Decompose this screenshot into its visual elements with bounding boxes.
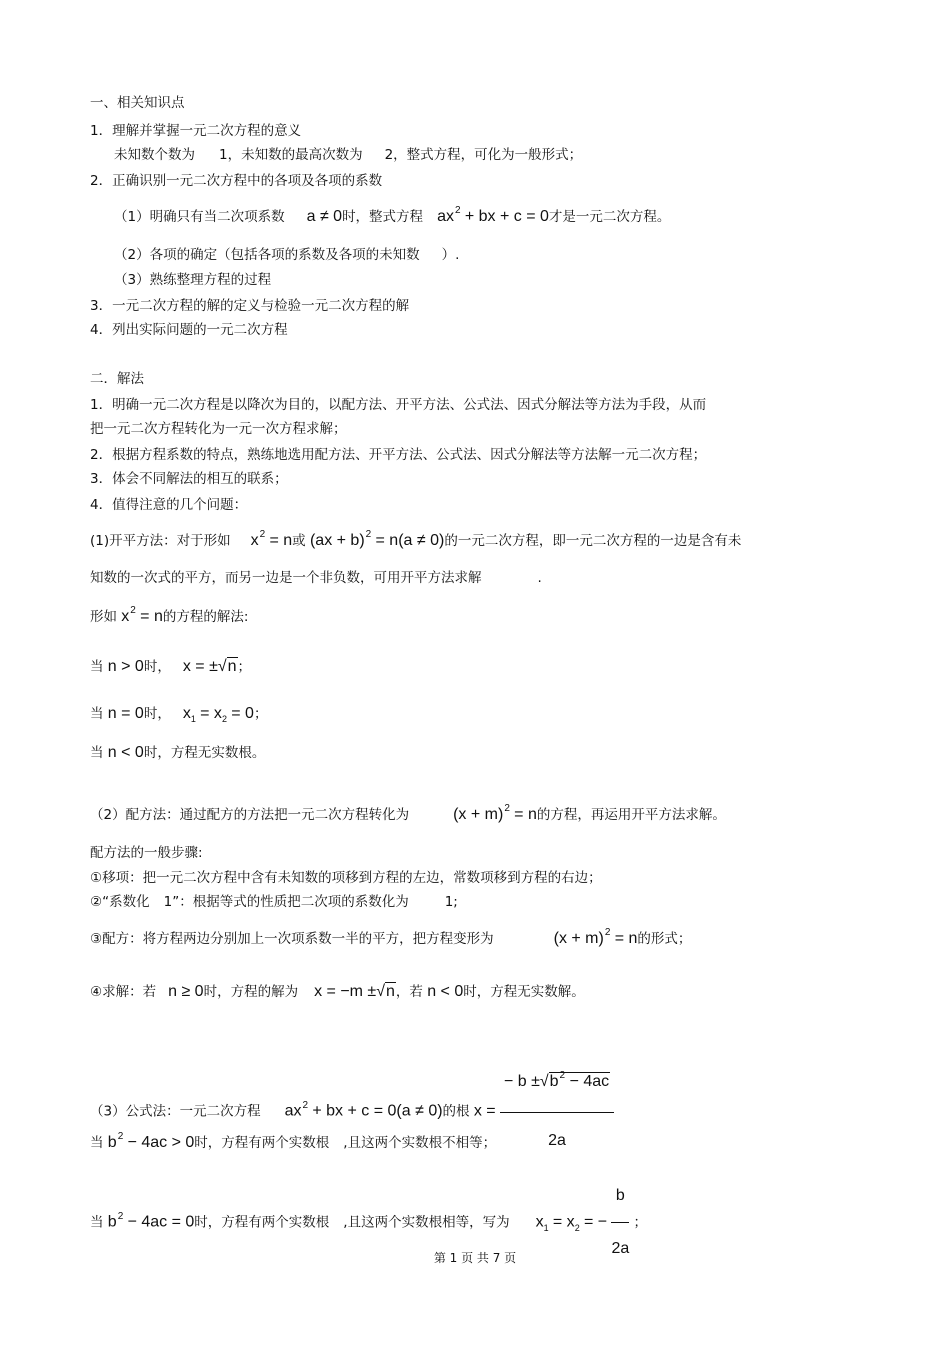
text: 当 (90, 706, 104, 722)
math: (ax + b) (309, 532, 365, 549)
text: ； (237, 659, 252, 675)
text: ； (633, 1214, 648, 1231)
math: x = −m ± (314, 983, 377, 1000)
text: ③配方：将方程两边分别加上一次项系数一半的平方，把方程变形为 (90, 931, 494, 947)
numerator (500, 1056, 614, 1113)
text: 时，整式方程 (342, 209, 424, 225)
sqrt-symbol: √n (217, 658, 237, 675)
method-item-3: 3．体会不同解法的相互的联系； (90, 471, 288, 487)
math: x (182, 705, 191, 722)
sqrt-method-form (90, 605, 249, 628)
math: = − (584, 1213, 608, 1231)
method-item-2: 2．根据方程系数的特点，熟练地选用配方法、开平方法、公式法、因式分解法等方法解一元二次方程； (90, 447, 707, 463)
math: (x + m) (553, 930, 604, 947)
subscript: 2 (221, 714, 227, 724)
math: x = ± (182, 658, 218, 675)
math: n ≥ 0 (168, 983, 204, 1000)
math: = n (614, 930, 638, 947)
text: 当 (90, 659, 104, 675)
math: n < 0 (107, 744, 144, 761)
subscript: 1 (190, 714, 196, 724)
radicand: n (386, 983, 395, 1000)
step-4 (90, 983, 585, 1001)
text: ，若 (395, 984, 423, 1000)
section-heading-2: 二．解法 (90, 371, 144, 387)
denominator: 2a (548, 1132, 566, 1149)
item-1-subline (114, 146, 582, 164)
subscript: 2 (574, 1222, 580, 1233)
math: n > 0 (107, 658, 144, 675)
superscript: 2 (559, 1070, 566, 1081)
page-footer: 第 1 页 共 7 页 (433, 1251, 517, 1265)
text: 当 (90, 1214, 104, 1231)
math: − 4ac = 0 (127, 1213, 195, 1231)
text: （3）公式法：一元二次方程 (90, 1103, 261, 1120)
math: x (535, 1213, 544, 1231)
math: − 4ac > 0 (127, 1134, 195, 1151)
step-3 (90, 927, 692, 950)
text: 当 (90, 1135, 104, 1151)
text: ,且这两个实数根不相等； (343, 1135, 497, 1151)
steps-title: 配方法的一般步骤: (90, 845, 203, 861)
text: ②“系数化 (90, 894, 150, 910)
math: b (107, 1213, 117, 1231)
radicand (549, 1072, 611, 1090)
item-2-label: 2．正确识别一元二次方程中的各项及各项的系数 (90, 173, 383, 189)
text: 2，整式方程，可化为一般形式； (384, 147, 583, 163)
text: 的形式； (637, 931, 692, 947)
text: 的根 (442, 1103, 470, 1120)
math: b (549, 1073, 559, 1090)
sqrt-method-line2 (90, 569, 542, 587)
text: （2）各项的确定（包括各项的系数及各项的未知数 (114, 247, 420, 263)
text: (1)开平方法：对于形如 (90, 533, 231, 549)
text: （1）明确只有当二次项系数 (114, 209, 285, 225)
text: 或 (292, 533, 306, 549)
text: 的一元二次方程，即一元二次方程的一边是含有未 (444, 533, 742, 549)
superscript: 2 (117, 1210, 124, 1222)
math: n < 0 (427, 983, 464, 1000)
math: (x + m) (453, 806, 504, 823)
method-item-4: 4．值得注意的几个问题： (90, 497, 248, 513)
math: − b ± (503, 1073, 540, 1090)
superscript: 2 (365, 529, 372, 540)
math: x (250, 532, 259, 549)
radicand: n (227, 658, 237, 675)
text: （2）配方法：通过配方的方法把一元二次方程转化为 (90, 807, 410, 823)
math: ax (284, 1102, 302, 1120)
text: 形如 (90, 609, 117, 625)
method-item-1-line1: 1．明确一元二次方程是以降次为目的，以配方法、开平方法、公式法、因式分解法等方法为手段，从而 (90, 397, 707, 413)
math: = n (514, 806, 537, 823)
text: 时，方程的解为 (203, 984, 299, 1000)
text: 的方程的解法: (162, 609, 249, 625)
sqrt-method-line1 (90, 529, 742, 552)
text: . (537, 570, 542, 586)
sqrt-symbol: √n (376, 983, 395, 1000)
text: ； (253, 706, 268, 722)
text: 1; (444, 894, 458, 910)
math-condition: a ≠ 0 (306, 208, 343, 225)
math: = x (200, 705, 222, 722)
text: 未知数个数为 (114, 147, 195, 163)
subscript: 1 (543, 1222, 549, 1233)
text: 当 (90, 745, 104, 761)
item-4: 4．列出实际问题的一元二次方程 (90, 322, 288, 338)
text: 才是一元二次方程。 (548, 209, 671, 225)
text: 时，方程有两个实数根 (194, 1135, 330, 1151)
math: x (121, 608, 130, 625)
superscript: 2 (454, 205, 461, 216)
math-eq: + bx + c = 0 (464, 208, 549, 225)
text: 知数的一次式的平方，而另一边是一个非负数，可用开平方法求解 (90, 570, 482, 586)
superscript: 2 (504, 803, 510, 814)
discriminant-positive (90, 1131, 497, 1154)
text: 1，未知数的最高次数为 (219, 147, 363, 163)
superscript: 2 (130, 605, 136, 616)
math-eq: ax (437, 208, 454, 225)
condition-line-1 (114, 205, 671, 228)
text: 时， (143, 706, 171, 722)
superscript: 2 (259, 529, 266, 540)
numerator: b (611, 1172, 629, 1223)
sqrt-case-positive (90, 658, 251, 676)
condition-line-2 (114, 246, 459, 264)
math: x = (473, 1102, 496, 1120)
math: = 0 (231, 705, 254, 722)
text: 时，方程有两个实数根 (194, 1214, 330, 1231)
math: − 4ac (569, 1073, 610, 1090)
text: 时，方程无实数解。 (463, 984, 585, 1000)
item-3: 3．一元二次方程的解的定义与检验一元二次方程的解 (90, 298, 410, 314)
text: 1”：根据等式的性质把二次项的系数化为 (163, 894, 409, 910)
sqrt-case-negative (90, 744, 265, 762)
sqrt-case-zero (90, 705, 267, 724)
superscript: 2 (604, 927, 611, 938)
quadratic-formula-fraction (500, 1056, 614, 1167)
math: b (107, 1134, 117, 1151)
text: ,且这两个实数根相等，写为 (343, 1214, 510, 1231)
superscript: 2 (302, 1099, 309, 1111)
denominator: 2a (611, 1240, 630, 1257)
math: = n (140, 608, 163, 625)
method-item-1-line2: 把一元二次方程转化为一元一次方程求解； (90, 421, 347, 437)
text: 时， (143, 659, 171, 675)
item-1-label: 1．理解并掌握一元二次方程的意义 (90, 123, 302, 139)
complete-square-line (90, 803, 726, 826)
step-2 (90, 893, 458, 911)
math: = n(a ≠ 0) (375, 532, 445, 549)
sqrt-symbol: $√b^2 - 4ac$ (539, 1070, 610, 1090)
math: n = 0 (107, 705, 144, 722)
text: ④求解：若 (90, 984, 157, 1000)
condition-line-3: （3）熟练整理方程的过程 (114, 272, 272, 288)
text: 时，方程无实数根。 (143, 745, 266, 761)
math: = n (269, 532, 293, 549)
section-heading-1: 一、相关知识点 (90, 95, 185, 111)
math: + bx + c = 0(a ≠ 0) (312, 1102, 443, 1120)
math: = x (552, 1213, 575, 1231)
text: ）. (441, 247, 460, 263)
step-1: ①移项：把一元二次方程中含有未知数的项移到方程的左边，常数项移到方程的右边； (90, 870, 602, 886)
text: 的方程，再运用开平方法求解。 (536, 807, 726, 823)
superscript: 2 (117, 1131, 124, 1142)
